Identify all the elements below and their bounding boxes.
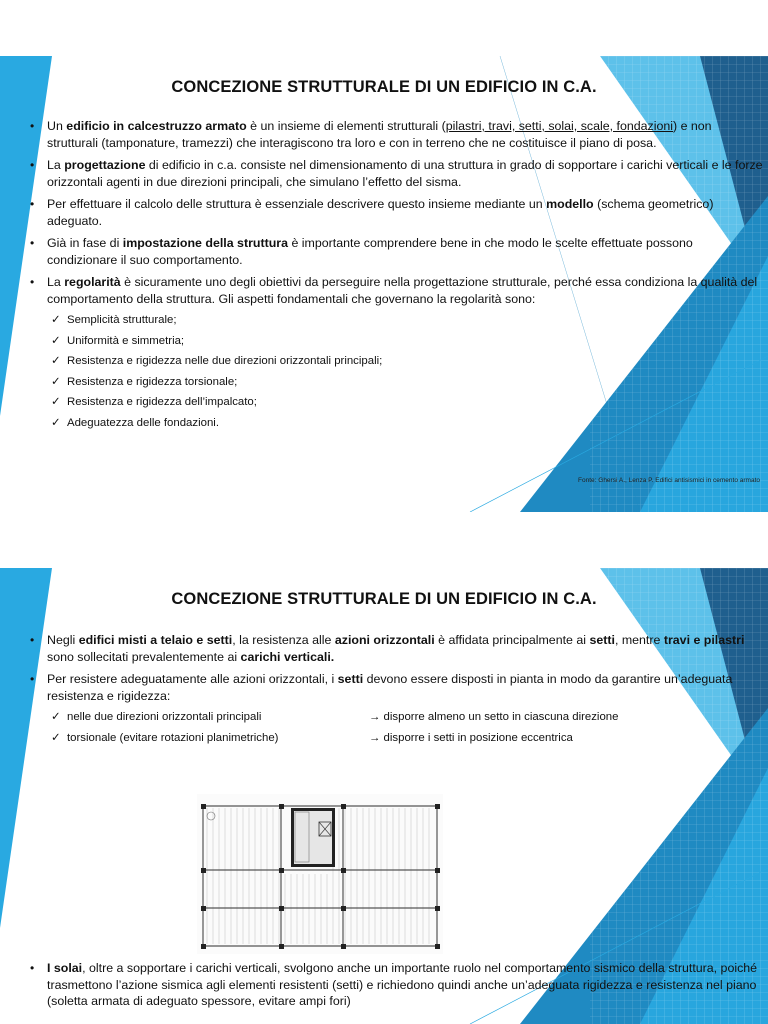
bullet-item: • I solai, oltre a sopportare i carichi verticali, svolgono anche un importante ruolo nel comportamento sismico della struttura, poiché trasmettono l’azione sismica agli elementi resistenti (setti) e richiedono quindi anche un’adeguata rigidezza e resistenza nel piano (soletta armata di adeguato spessore, evitare ampi fori) xyxy=(28,960,763,1010)
check-item: ✓ torsionale (evitare rotazioni planimetriche) → disporre i setti in posizione eccentrica xyxy=(47,728,763,749)
slide-title: CONCEZIONE STRUTTURALE DI UN EDIFICIO IN C.A. xyxy=(171,78,597,96)
check-item: ✓ Adeguatezza delle fondazioni. xyxy=(47,413,763,434)
bullet-item: • Già in fase di impostazione della struttura è importante comprendere bene in che modo le scelte effettuate possono condizionare il suo comportamento. xyxy=(28,235,763,268)
check-list xyxy=(47,310,763,433)
bullet-item: • Un edificio in calcestruzzo armato è un insieme di elementi strutturali (pilastri, travi, setti, solai, scale, fondazioni) e non strutturali (tamponature, tramezzi) che interagiscono tra loro e con in terreno che ne costituisce il piano di posa. xyxy=(28,118,763,151)
slide-2 xyxy=(0,568,768,1024)
check-item: ✓ Uniformità e simmetria; xyxy=(47,331,763,352)
check-item: ✓ Semplicità strutturale; xyxy=(47,310,763,331)
floor-plan-drawing xyxy=(197,794,443,954)
bullet-list xyxy=(28,118,763,439)
slide-title: CONCEZIONE STRUTTURALE DI UN EDIFICIO IN C.A. xyxy=(171,590,597,608)
check-item: ✓ Resistenza e rigidezza nelle due direzioni orizzontali principali; xyxy=(47,351,763,372)
bullet-item: • La regolarità è sicuramente uno degli obiettivi da perseguire nella progettazione strutturale, perché essa condiziona la qualità del comportamento della struttura. Gli aspetti fondamentali che governano la regolarità sono: ✓ Semplicità strutturale; ✓ Uniformità e simmetria; ✓ Resistenza e rigidezza nelle due direzioni orizzontali principali; ✓ Resistenza e rigidezza torsionale; ✓ Resistenza e rigidezza dell’impalcato; ✓ Adeguatezza delle fondazioni. xyxy=(28,274,763,433)
bullet-list xyxy=(28,960,763,1016)
slide-1 xyxy=(0,56,768,512)
bullet-item: • Negli edifici misti a telaio e setti, la resistenza alle azioni orizzontali è affidata principalmente ai setti, mentre travi e pilastri sono sollecitati prevalentemente ai carichi verticali. xyxy=(28,632,763,665)
bullet-item: • La progettazione di edificio in c.a. consiste nel dimensionamento di una struttura in grado di sopportare i carichi verticali e le forze orizzontali agenti in due direzioni principali, che simulano l’effetto del sisma. xyxy=(28,157,763,190)
bullet-item: • Per effettuare il calcolo delle struttura è essenziale descrivere questo insieme mediante un modello (schema geometrico) adeguato. xyxy=(28,196,763,229)
check-item: ✓ Resistenza e rigidezza torsionale; xyxy=(47,372,763,393)
bullet-list xyxy=(28,632,763,754)
check-list xyxy=(47,707,763,748)
bullet-item: • Per resistere adeguatamente alle azioni orizzontali, i setti devono essere disposti in pianta in modo da garantire un’adeguata resistenza e rigidezza: ✓ nelle due direzioni orizzontali principali → disporre almeno un setto in ciascuna direzione ✓ torsionale (evitare rotazioni planimetriche) → disporre i setti in posizione eccentrica xyxy=(28,671,763,748)
source-note: Fonte: Ghersi A., Lenza P. Edifici antisismici in cemento armato xyxy=(578,477,760,484)
check-item: ✓ nelle due direzioni orizzontali principali → disporre almeno un setto in ciascuna direzione xyxy=(47,707,763,728)
check-item: ✓ Resistenza e rigidezza dell’impalcato; xyxy=(47,392,763,413)
